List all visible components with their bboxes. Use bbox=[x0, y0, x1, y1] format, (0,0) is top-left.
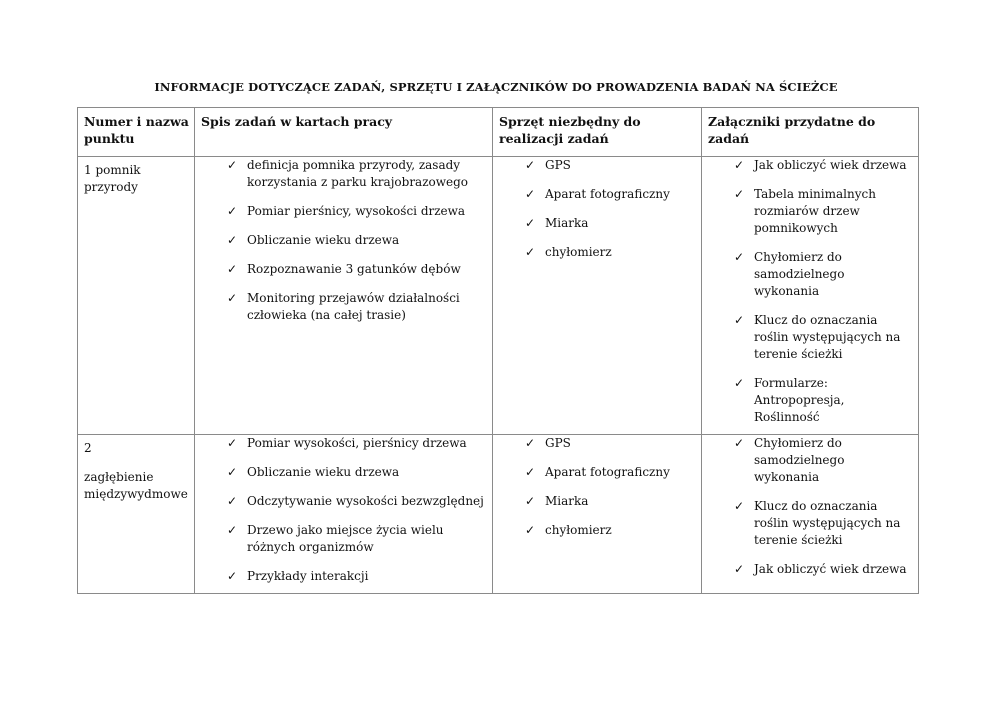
list-item-text: chyłomierz bbox=[545, 523, 612, 537]
list-item-text: Odczytywanie wysokości bezwzględnej bbox=[247, 494, 484, 508]
header-tasks: Spis zadań w kartach pracy bbox=[195, 108, 493, 157]
list-item-text: Przykłady interakcji bbox=[247, 569, 369, 583]
list-item-text: Klucz do oznaczania roślin występujących na terenie ścieżki bbox=[754, 313, 901, 361]
equipment-cell bbox=[493, 157, 702, 435]
list-item bbox=[708, 186, 913, 237]
list-item-text: Chyłomierz do samodzielnego wykonania bbox=[754, 436, 845, 484]
list-item bbox=[201, 522, 487, 556]
list-item bbox=[201, 290, 487, 324]
check-icon: ✓ bbox=[227, 523, 238, 537]
list-item-text: Miarka bbox=[545, 494, 589, 508]
point-name: zagłębienie międzywydmowe bbox=[84, 470, 188, 501]
list-item-text: Aparat fotograficzny bbox=[545, 187, 670, 201]
check-icon: ✓ bbox=[227, 158, 238, 172]
list-item bbox=[708, 312, 913, 363]
check-icon: ✓ bbox=[525, 465, 536, 479]
check-icon: ✓ bbox=[525, 494, 536, 508]
list-item bbox=[499, 157, 696, 174]
check-icon: ✓ bbox=[525, 523, 536, 537]
check-icon: ✓ bbox=[734, 499, 745, 513]
list-item bbox=[201, 232, 487, 249]
check-icon: ✓ bbox=[525, 216, 536, 230]
attachments-cell bbox=[702, 157, 919, 435]
list-item bbox=[499, 435, 696, 452]
list-item bbox=[499, 186, 696, 203]
list-item bbox=[708, 157, 913, 174]
equipment-list bbox=[499, 435, 696, 539]
point-cell bbox=[78, 157, 195, 435]
tasks-table bbox=[77, 107, 919, 594]
check-icon: ✓ bbox=[227, 494, 238, 508]
list-item bbox=[201, 568, 487, 585]
check-icon: ✓ bbox=[227, 262, 238, 276]
equipment-cell bbox=[493, 435, 702, 594]
list-item bbox=[708, 249, 913, 300]
check-icon: ✓ bbox=[227, 291, 238, 305]
list-item bbox=[499, 522, 696, 539]
check-icon: ✓ bbox=[734, 250, 745, 264]
check-icon: ✓ bbox=[734, 376, 745, 390]
list-item-text: Jak obliczyć wiek drzewa bbox=[754, 562, 907, 576]
check-icon: ✓ bbox=[734, 436, 745, 450]
check-icon: ✓ bbox=[227, 436, 238, 450]
attachments-list bbox=[708, 435, 913, 578]
list-item bbox=[201, 157, 487, 191]
point-cell bbox=[78, 435, 195, 594]
list-item bbox=[499, 215, 696, 232]
header-attachments: Załączniki przydatne do zadań bbox=[702, 108, 919, 157]
check-icon: ✓ bbox=[227, 465, 238, 479]
check-icon: ✓ bbox=[734, 562, 745, 576]
check-icon: ✓ bbox=[525, 245, 536, 259]
list-item-text: definicja pomnika przyrody, zasady korzystania z parku krajobrazowego bbox=[247, 158, 469, 189]
list-item bbox=[201, 203, 487, 220]
list-item-text: Formularze: Antropopresja, Roślinność bbox=[754, 376, 845, 424]
table-body bbox=[78, 157, 919, 594]
list-item bbox=[708, 561, 913, 578]
list-item bbox=[708, 435, 913, 486]
check-icon: ✓ bbox=[227, 204, 238, 218]
list-item bbox=[201, 261, 487, 278]
check-icon: ✓ bbox=[734, 313, 745, 327]
list-item bbox=[201, 464, 487, 481]
list-item-text: Tabela minimalnych rozmiarów drzew pomnikowych bbox=[754, 187, 876, 235]
check-icon: ✓ bbox=[734, 187, 745, 201]
check-icon: ✓ bbox=[525, 436, 536, 450]
point-name: 2 bbox=[84, 441, 92, 455]
list-item bbox=[499, 464, 696, 481]
list-item-text: Pomiar wysokości, pierśnicy drzewa bbox=[247, 436, 467, 450]
list-item-text: Jak obliczyć wiek drzewa bbox=[754, 158, 907, 172]
list-item bbox=[201, 493, 487, 510]
list-item bbox=[499, 244, 696, 261]
equipment-list bbox=[499, 157, 696, 261]
table-row bbox=[78, 157, 919, 435]
list-item-text: GPS bbox=[545, 158, 571, 172]
list-item bbox=[201, 435, 487, 452]
table-row bbox=[78, 435, 919, 594]
list-item-text: Monitoring przejawów działalności człowieka (na całej trasie) bbox=[247, 291, 460, 322]
list-item-text: Klucz do oznaczania roślin występujących na terenie ścieżki bbox=[754, 499, 901, 547]
list-item-text: Obliczanie wieku drzewa bbox=[247, 233, 400, 247]
list-item-text: GPS bbox=[545, 436, 571, 450]
list-item-text: Chyłomierz do samodzielnego wykonania bbox=[754, 250, 845, 298]
list-item bbox=[499, 493, 696, 510]
attachments-list bbox=[708, 157, 913, 426]
check-icon: ✓ bbox=[734, 158, 745, 172]
check-icon: ✓ bbox=[525, 158, 536, 172]
document-title: INFORMACJE DOTYCZĄCE ZADAŃ, SPRZĘTU I ZAŁĄCZNIKÓW DO PROWADZENIA BADAŃ NA ŚCIEŻCE bbox=[154, 80, 838, 94]
check-icon: ✓ bbox=[525, 187, 536, 201]
list-item bbox=[708, 375, 913, 426]
list-item-text: Miarka bbox=[545, 216, 589, 230]
list-item-text: Drzewo jako miejsce życia wielu różnych organizmów bbox=[247, 523, 444, 554]
tasks-list bbox=[201, 435, 487, 585]
list-item-text: Rozpoznawanie 3 gatunków dębów bbox=[247, 262, 461, 276]
tasks-cell bbox=[195, 435, 493, 594]
list-item bbox=[708, 498, 913, 549]
attachments-cell bbox=[702, 435, 919, 594]
list-item-text: chyłomierz bbox=[545, 245, 612, 259]
tasks-cell bbox=[195, 157, 493, 435]
check-icon: ✓ bbox=[227, 569, 238, 583]
header-equipment: Sprzęt niezbędny do realizacji zadań bbox=[493, 108, 702, 157]
point-name: 1 pomnik przyrody bbox=[84, 163, 141, 194]
check-icon: ✓ bbox=[227, 233, 238, 247]
list-item-text: Obliczanie wieku drzewa bbox=[247, 465, 400, 479]
header-point: Numer i nazwa punktu bbox=[78, 108, 195, 157]
header-row bbox=[78, 108, 919, 157]
tasks-list bbox=[201, 157, 487, 324]
list-item-text: Aparat fotograficzny bbox=[545, 465, 670, 479]
list-item-text: Pomiar pierśnicy, wysokości drzewa bbox=[247, 204, 466, 218]
